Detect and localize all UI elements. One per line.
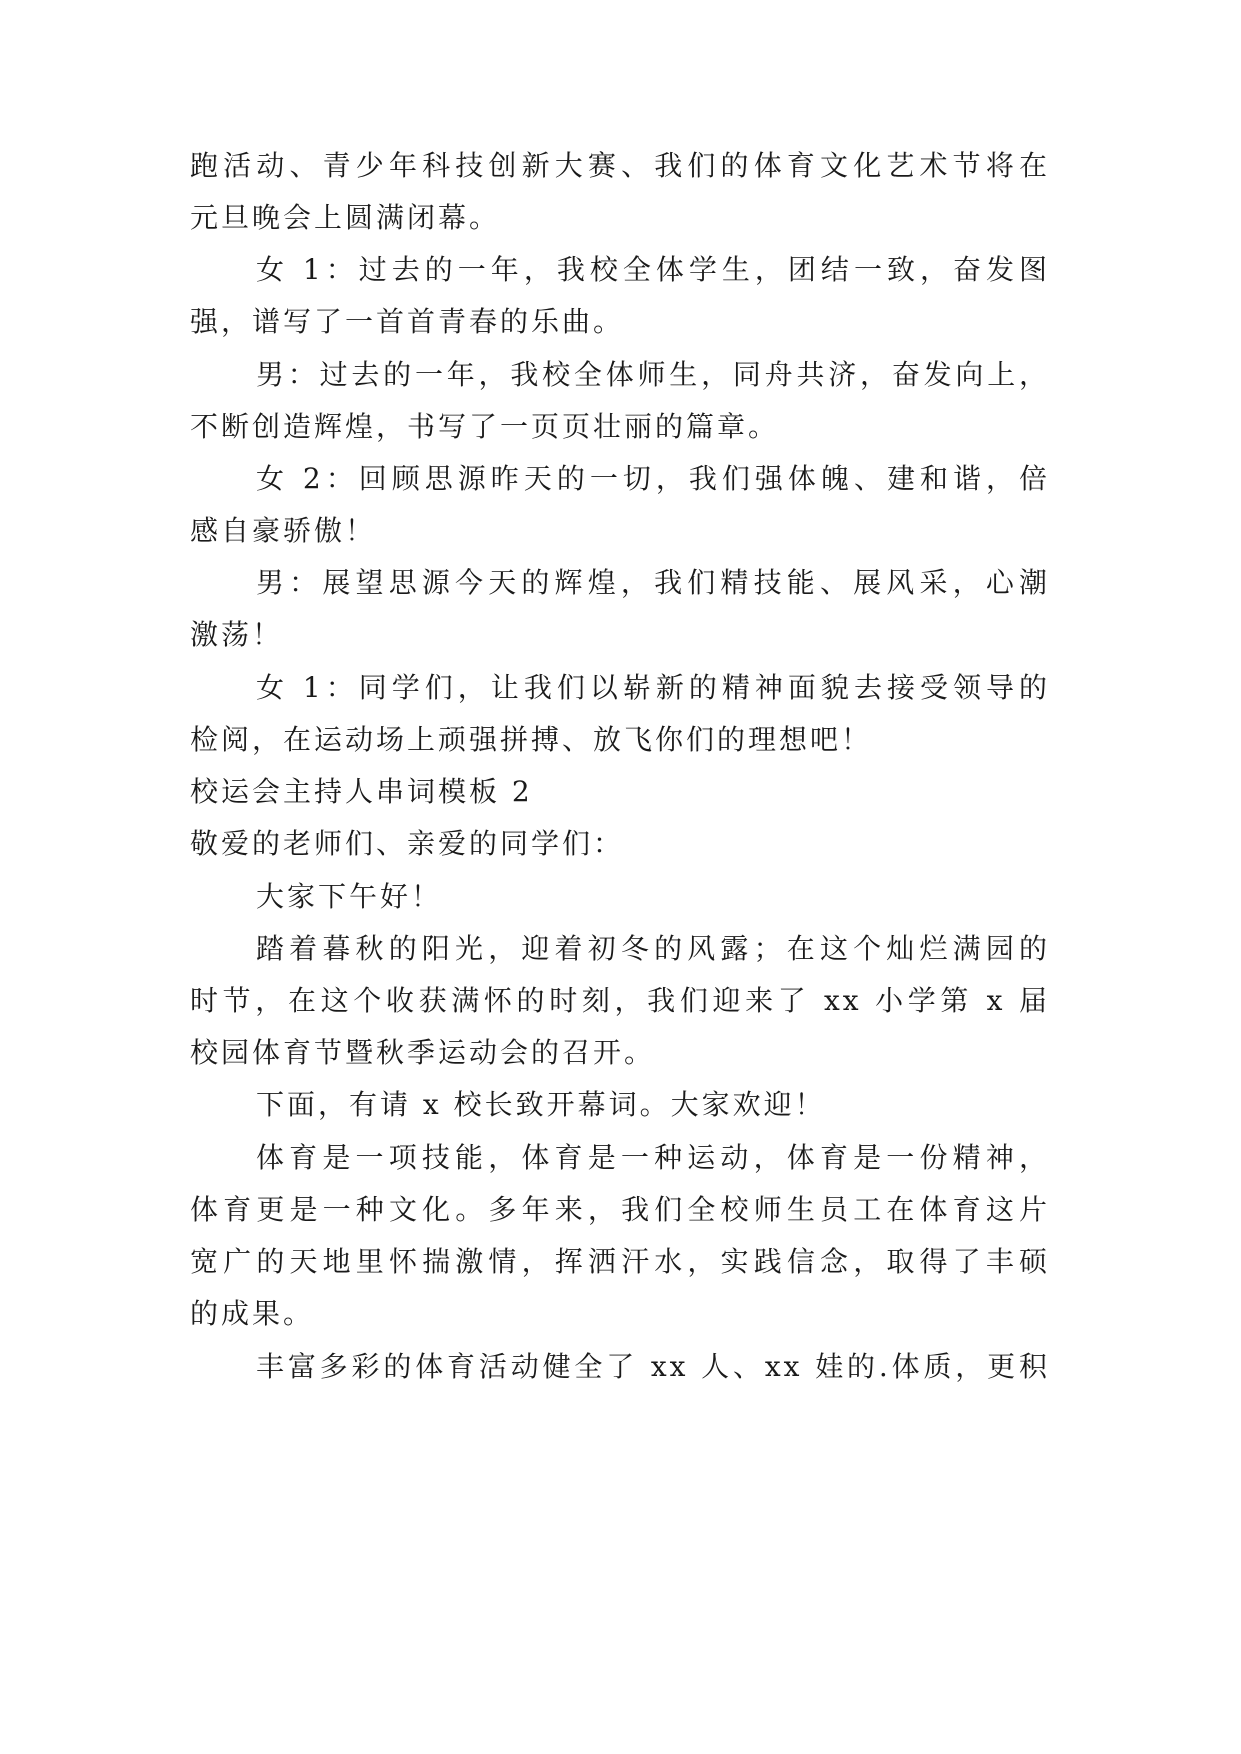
text-line: 男：过去的一年，我校全体师生，同舟共济，奋发向上， [256,358,1050,391]
text-line: 体育更是一种文化。多年来，我们全校师生员工在体育这片 [190,1193,1050,1226]
text-line: 丰富多彩的体育活动健全了 xx 人、xx 娃的.体质，更积 [256,1350,1050,1383]
text-line: 下面，有请 x 校长致开幕词。大家欢迎！ [256,1088,826,1121]
text-line: 宽广的天地里怀揣激情，挥洒汗水，实践信念，取得了丰硕 [190,1245,1050,1278]
text-line: 元旦晚会上圆满闭幕。 [190,201,501,234]
text-line: 踏着暮秋的阳光，迎着初冬的风露；在这个灿烂满园的 [256,932,1050,965]
text-line: 大家下午好！ [256,880,443,913]
text-line: 激荡！ [190,618,284,651]
text-line: 校园体育节暨秋季运动会的召开。 [190,1036,656,1069]
text-line: 不断创造辉煌，书写了一页页壮丽的篇章。 [190,410,780,443]
section-heading: 校运会主持人串词模板 2 [190,775,533,808]
text-line: 时节，在这个收获满怀的时刻，我们迎来了 xx 小学第 x 届 [190,984,1050,1017]
text-line: 的成果。 [190,1297,315,1330]
text-line: 强，谱写了一首首青春的乐曲。 [190,305,625,338]
text-line: 跑活动、青少年科技创新大赛、我们的体育文化艺术节将在 [190,149,1050,182]
text-line: 男：展望思源今天的辉煌，我们精技能、展风采，心潮 [256,566,1050,599]
text-line: 体育是一项技能，体育是一种运动，体育是一份精神， [256,1141,1050,1174]
text-line: 女 2：回顾思源昨天的一切，我们强体魄、建和谐，倍 [256,462,1050,495]
text-line: 检阅，在运动场上顽强拼搏、放飞你们的理想吧！ [190,723,873,756]
salutation: 敬爱的老师们、亲爱的同学们： [190,827,625,860]
text-line: 女 1：过去的一年，我校全体学生，团结一致，奋发图 [256,253,1050,286]
text-line: 感自豪骄傲！ [190,514,377,547]
text-line: 女 1：同学们，让我们以崭新的精神面貌去接受领导的 [256,671,1050,704]
